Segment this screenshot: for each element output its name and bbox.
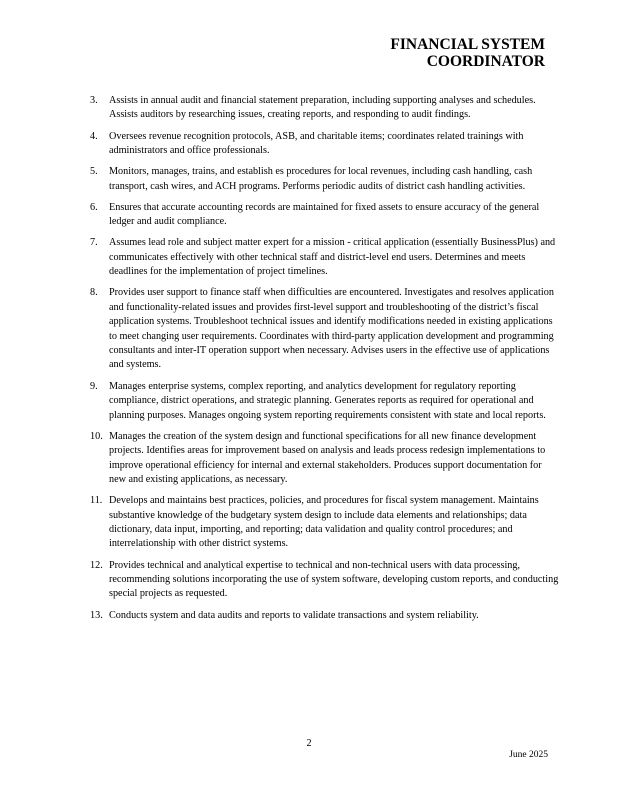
item-number: 5.: [90, 166, 98, 178]
item-text: Manages enterprise systems, complex reporting, and analytics development for regulatory reporting compliance, district operations, and strategic planning. Generates reports as required for operational and planning purposes. Manages ongoing system reporting requirements consistent with state and local reports.: [109, 380, 546, 421]
item-number: 10.: [90, 430, 103, 442]
list-item: [90, 165, 560, 194]
list-item: [90, 201, 560, 230]
list-item: [90, 494, 560, 552]
revision-date: June 2025: [509, 750, 548, 760]
list-item: [90, 430, 560, 488]
list-item: [90, 94, 560, 123]
item-number: 4.: [90, 130, 98, 142]
item-text: Manages the creation of the system design and functional specifications for all new finance development projects. Identifies areas for improvement based on analysis and leads process redesign implementations to improve operational efficiency for internal and external stakeholders. Produces support documentation for new and existing applications, as necessary.: [109, 430, 546, 485]
list-item: [90, 130, 560, 159]
list-item: [90, 380, 560, 423]
item-text: Conducts system and data audits and reports to validate transactions and system reliability.: [109, 609, 479, 621]
item-text: Assists in annual audit and financial statement preparation, including supporting analyses and schedules. Assists auditors by researching issues, creating reports, and responding to audit findings.: [109, 95, 536, 121]
item-text: Provides technical and analytical expertise to technical and non-technical users with data processing, recommending solutions incorporating the use of system software, developing custom reports, and conducting special projects as requested.: [109, 559, 559, 600]
item-text: Develops and maintains best practices, policies, and procedures for fiscal system management. Maintains substantive knowledge of the budgetary system design to include data elements and relationships; data dictionary, data input, importing, and reporting; data validation and quality control procedures; and interrelationship with other district systems.: [109, 495, 539, 550]
list-item: [90, 286, 560, 372]
title-line-1: FINANCIAL SYSTEM: [390, 36, 545, 53]
item-text: Ensures that accurate accounting records are maintained for fixed assets to ensure accuracy of the general ledger and audit compliance.: [109, 201, 540, 228]
list-item: [90, 559, 560, 602]
title-line-2: COORDINATOR: [426, 53, 545, 70]
item-number: 13.: [90, 609, 103, 621]
item-number: 9.: [90, 380, 98, 392]
item-number: 7.: [90, 237, 98, 249]
item-text: Assumes lead role and subject matter expert for a mission - critical application (essentially BusinessPlus) and communicates effectively with other technical staff and district-level end users. Determines and meets deadlines for the implementation of project timelines.: [109, 237, 556, 278]
list-item: [90, 236, 560, 279]
item-text: Monitors, manages, trains, and establish es procedures for local revenues, including cash handling, cash transport, cash wires, and ACH programs. Performs periodic audits of district cash handling activities.: [109, 166, 533, 192]
item-number: 11.: [90, 495, 103, 507]
item-text: Oversees revenue recognition protocols, ASB, and charitable items; coordinates related trainings with administrators and office professionals.: [109, 130, 524, 157]
item-number: 6.: [90, 201, 98, 213]
item-number: 3.: [90, 95, 98, 106]
item-number: 12.: [90, 559, 103, 571]
list-item: [90, 609, 560, 623]
item-number: 8.: [90, 287, 98, 299]
duties-list: [90, 94, 560, 630]
document-title: [390, 36, 545, 70]
page-number: 2: [306, 738, 312, 749]
item-text: Provides user support to finance staff when difficulties are encountered. Investigates and resolves application and functionality-related issues and provides first-level support and troubleshooting of the district’s fiscal application systems. Troubleshoot technical issues and identify modifications needed in existing applications to meet changing user requirements. Coordinates with third-party application development and programming consultants and inter-IT operation support when necessary. Advises users in the effective use of applications and systems.: [109, 287, 554, 371]
